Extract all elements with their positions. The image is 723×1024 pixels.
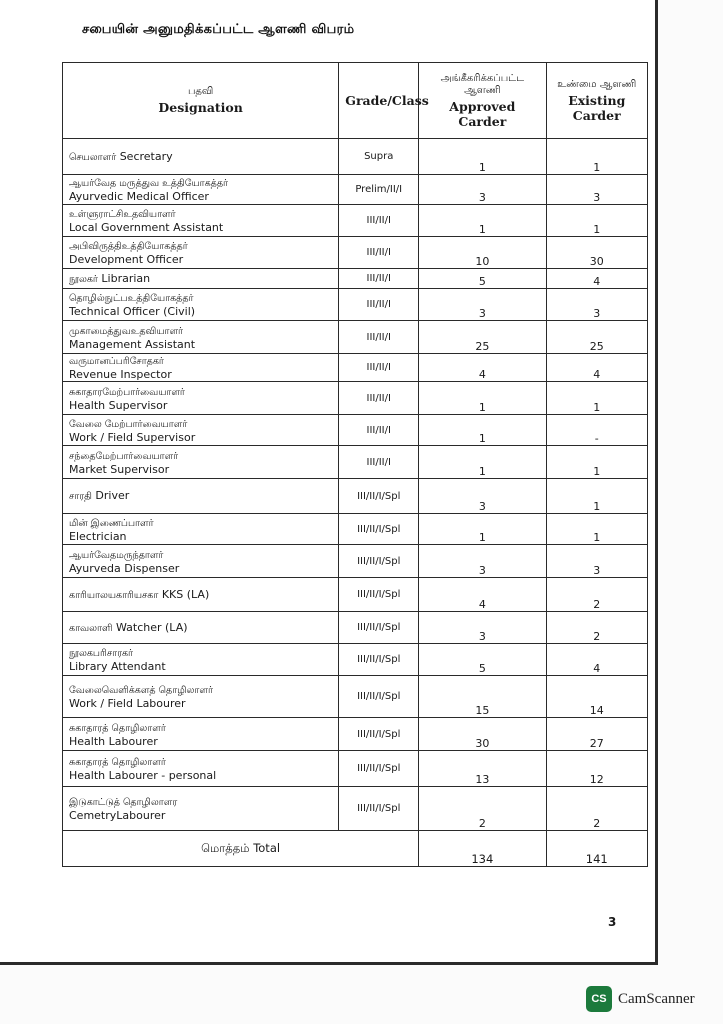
designation-cell bbox=[63, 514, 339, 545]
designation-cell bbox=[63, 354, 339, 382]
designation-tamil: தொழில்நுட்பஉத்தியோகத்தர் bbox=[69, 293, 194, 304]
grade-cell: III/II/I bbox=[339, 354, 419, 382]
grade-cell: III/II/I/Spl bbox=[339, 718, 419, 751]
existing-cell: 4 bbox=[546, 269, 647, 289]
approved-cell: 1 bbox=[419, 139, 546, 175]
designation-header-english: Designation bbox=[158, 100, 243, 115]
existing-cell: 2 bbox=[546, 578, 647, 612]
designation-english: Ayurveda Dispenser bbox=[69, 561, 180, 575]
table-row bbox=[63, 514, 648, 545]
designation-tamil: வேலைவெளிக்களத் தொழிலாளர் bbox=[69, 685, 213, 696]
grade-cell: III/II/I/Spl bbox=[339, 644, 419, 676]
designation-tamil: முகாமைத்துவஉதவியாளர் bbox=[69, 325, 183, 337]
total-approved: 134 bbox=[419, 831, 546, 867]
designation-english: Driver bbox=[95, 489, 130, 502]
existing-cell: 4 bbox=[546, 644, 647, 676]
grade-cell: III/II/I/Spl bbox=[339, 578, 419, 612]
approved-cell: 5 bbox=[419, 269, 546, 289]
designation-cell bbox=[63, 787, 339, 831]
grade-cell: III/II/I/Spl bbox=[339, 514, 419, 545]
designation-tamil: சுகாதாரத் தொழிலாளர் bbox=[69, 722, 166, 734]
designation-english: Librarian bbox=[101, 271, 151, 285]
existing-cell: 1 bbox=[546, 479, 647, 514]
existing-cell: 30 bbox=[546, 237, 647, 269]
designation-cell bbox=[63, 578, 339, 612]
page-number: 3 bbox=[608, 915, 617, 929]
grade-cell: Prelim/II/I bbox=[339, 175, 419, 205]
table-row bbox=[63, 578, 648, 612]
staff-table bbox=[62, 62, 648, 867]
table-row bbox=[63, 415, 648, 446]
existing-cell: 1 bbox=[546, 205, 647, 237]
designation-english: Watcher (LA) bbox=[115, 620, 188, 634]
grade-cell: III/II/I bbox=[339, 446, 419, 479]
designation-cell bbox=[63, 269, 339, 289]
designation-english: Electrician bbox=[69, 529, 127, 543]
table-header-row bbox=[63, 63, 648, 139]
designation-header-tamil: பதவி bbox=[187, 86, 214, 97]
approved-cell: 10 bbox=[419, 237, 546, 269]
approved-cell: 13 bbox=[419, 751, 546, 787]
designation-tamil: இடுகாட்டுத் தொழிலாளர bbox=[69, 797, 178, 808]
designation-tamil: வருமானப்பரிசோதகர் bbox=[69, 356, 164, 367]
approved-cell: 1 bbox=[419, 382, 546, 415]
existing-cell: - bbox=[546, 415, 647, 446]
grade-cell: III/II/I bbox=[339, 415, 419, 446]
designation-cell bbox=[63, 446, 339, 479]
designation-english: Health Labourer bbox=[69, 734, 158, 748]
grade-cell: III/II/I/Spl bbox=[339, 612, 419, 644]
camscanner-logo-icon: CS bbox=[586, 986, 612, 1012]
designation-english: CemetryLabourer bbox=[69, 809, 166, 822]
existing-cell: 25 bbox=[546, 321, 647, 354]
grade-cell: III/II/I bbox=[339, 289, 419, 321]
grade-cell: III/II/I/Spl bbox=[339, 676, 419, 718]
total-label: மொத்தம் Total bbox=[63, 831, 419, 867]
designation-english: Management Assistant bbox=[69, 337, 196, 351]
grade-cell: III/II/I bbox=[339, 237, 419, 269]
approved-cell: 15 bbox=[419, 676, 546, 718]
designation-english: KKS (LA) bbox=[161, 587, 210, 601]
designation-cell bbox=[63, 415, 339, 446]
grade-cell: III/II/I/Spl bbox=[339, 479, 419, 514]
designation-tamil: நூலகபரிசாரகர் bbox=[69, 648, 134, 659]
approved-cell: 1 bbox=[419, 446, 546, 479]
approved-cell: 30 bbox=[419, 718, 546, 751]
designation-tamil: உள்ளுராட்சிஉதவியாளர் bbox=[69, 209, 176, 220]
approved-header bbox=[419, 63, 546, 139]
table-row bbox=[63, 718, 648, 751]
grade-cell: III/II/I/Spl bbox=[339, 751, 419, 787]
designation-tamil: சாரதி bbox=[69, 491, 92, 502]
existing-cell: 3 bbox=[546, 545, 647, 578]
designation-tamil: நூலகர் bbox=[69, 273, 98, 285]
designation-english: Secretary bbox=[119, 149, 173, 163]
designation-tamil: காரியாலயகாரியசகா bbox=[69, 589, 159, 601]
grade-cell: III/II/I bbox=[339, 321, 419, 354]
approved-cell: 4 bbox=[419, 578, 546, 612]
designation-cell bbox=[63, 676, 339, 718]
approved-cell: 2 bbox=[419, 787, 546, 831]
grade-cell: III/II/I/Spl bbox=[339, 787, 419, 831]
existing-cell: 14 bbox=[546, 676, 647, 718]
designation-cell bbox=[63, 175, 339, 205]
table-row bbox=[63, 382, 648, 415]
table-row bbox=[63, 479, 648, 514]
designation-tamil: ஆயர்வேதமருந்தாளர் bbox=[69, 549, 164, 561]
designation-tamil: சுகாதாரத் தொழிலாளர் bbox=[69, 757, 166, 768]
existing-cell: 12 bbox=[546, 751, 647, 787]
existing-cell: 1 bbox=[546, 382, 647, 415]
table-row bbox=[63, 612, 648, 644]
designation-header bbox=[63, 63, 339, 139]
table-row bbox=[63, 644, 648, 676]
approved-cell: 3 bbox=[419, 175, 546, 205]
designation-english: Revenue Inspector bbox=[69, 368, 172, 381]
approved-cell: 4 bbox=[419, 354, 546, 382]
designation-tamil: சுகாதாரமேற்பார்வையாளர் bbox=[69, 386, 185, 398]
existing-cell: 1 bbox=[546, 139, 647, 175]
designation-english: Work / Field Labourer bbox=[69, 697, 186, 710]
designation-cell bbox=[63, 237, 339, 269]
designation-english: Health Labourer - personal bbox=[69, 769, 217, 782]
existing-header bbox=[546, 63, 647, 139]
page-title: சபையின் அனுமதிக்கப்பட்ட ஆளணி விபரம் bbox=[82, 22, 355, 37]
existing-header-tamil: உண்மை ஆளணி bbox=[557, 78, 637, 90]
designation-cell bbox=[63, 321, 339, 354]
camscanner-label: CamScanner bbox=[618, 990, 695, 1007]
table-row bbox=[63, 446, 648, 479]
table-row bbox=[63, 139, 648, 175]
designation-tamil: செயலாளர் bbox=[69, 151, 117, 163]
approved-cell: 1 bbox=[419, 514, 546, 545]
approved-header-english: Approved Carder bbox=[449, 98, 516, 129]
existing-cell: 2 bbox=[546, 612, 647, 644]
table-row bbox=[63, 237, 648, 269]
existing-cell: 27 bbox=[546, 718, 647, 751]
designation-english: Work / Field Supervisor bbox=[69, 430, 196, 444]
designation-cell bbox=[63, 479, 339, 514]
designation-english: Development Officer bbox=[69, 253, 184, 266]
designation-tamil: அபிவிருத்திஉத்தியோகத்தர் bbox=[69, 241, 188, 252]
designation-tamil: வேலை மேற்பார்வையாளர் bbox=[69, 418, 188, 430]
designation-tamil: மின் இணைப்பாளர் bbox=[69, 517, 154, 529]
existing-header-english: Existing Carder bbox=[568, 92, 626, 123]
grade-cell: III/II/I/Spl bbox=[339, 545, 419, 578]
grade-cell: III/II/I bbox=[339, 269, 419, 289]
designation-english: Health Supervisor bbox=[69, 398, 168, 412]
existing-cell: 2 bbox=[546, 787, 647, 831]
total-row bbox=[63, 831, 648, 867]
designation-cell bbox=[63, 751, 339, 787]
designation-cell bbox=[63, 545, 339, 578]
designation-english: Ayurvedic Medical Officer bbox=[69, 190, 209, 203]
approved-cell: 3 bbox=[419, 612, 546, 644]
existing-cell: 3 bbox=[546, 175, 647, 205]
table-row bbox=[63, 676, 648, 718]
designation-tamil: சந்தைமேற்பார்வையாளர் bbox=[69, 450, 179, 462]
approved-cell: 3 bbox=[419, 289, 546, 321]
designation-english: Technical Officer (Civil) bbox=[69, 305, 196, 318]
approved-cell: 5 bbox=[419, 644, 546, 676]
table-row bbox=[63, 269, 648, 289]
designation-cell bbox=[63, 289, 339, 321]
designation-cell bbox=[63, 139, 339, 175]
table-row bbox=[63, 751, 648, 787]
designation-cell bbox=[63, 718, 339, 751]
approved-cell: 1 bbox=[419, 205, 546, 237]
camscanner-watermark bbox=[586, 986, 695, 1012]
grade-header: Grade/Class bbox=[339, 63, 419, 139]
designation-english: Library Attendant bbox=[69, 660, 166, 673]
designation-cell bbox=[63, 644, 339, 676]
table-row bbox=[63, 545, 648, 578]
approved-cell: 25 bbox=[419, 321, 546, 354]
approved-cell: 3 bbox=[419, 545, 546, 578]
table-row bbox=[63, 321, 648, 354]
existing-cell: 1 bbox=[546, 514, 647, 545]
designation-english: Market Supervisor bbox=[69, 462, 170, 476]
existing-cell: 3 bbox=[546, 289, 647, 321]
grade-cell: III/II/I bbox=[339, 205, 419, 237]
table-row bbox=[63, 205, 648, 237]
designation-cell bbox=[63, 382, 339, 415]
table-row bbox=[63, 354, 648, 382]
table-row bbox=[63, 787, 648, 831]
table-row bbox=[63, 175, 648, 205]
approved-header-tamil: அங்கீகரிக்கப்பட்ட ஆளணி bbox=[440, 72, 525, 96]
designation-tamil: ஆயர்வேத மருத்துவ உத்தியோகத்தர் bbox=[69, 178, 229, 189]
existing-cell: 1 bbox=[546, 446, 647, 479]
table-row bbox=[63, 289, 648, 321]
grade-cell: III/II/I bbox=[339, 382, 419, 415]
existing-cell: 4 bbox=[546, 354, 647, 382]
designation-tamil: காவலாளி bbox=[69, 622, 113, 634]
designation-cell bbox=[63, 612, 339, 644]
designation-cell bbox=[63, 205, 339, 237]
approved-cell: 3 bbox=[419, 479, 546, 514]
approved-cell: 1 bbox=[419, 415, 546, 446]
grade-cell: Supra bbox=[339, 139, 419, 175]
total-existing: 141 bbox=[546, 831, 647, 867]
designation-english: Local Government Assistant bbox=[69, 221, 224, 234]
